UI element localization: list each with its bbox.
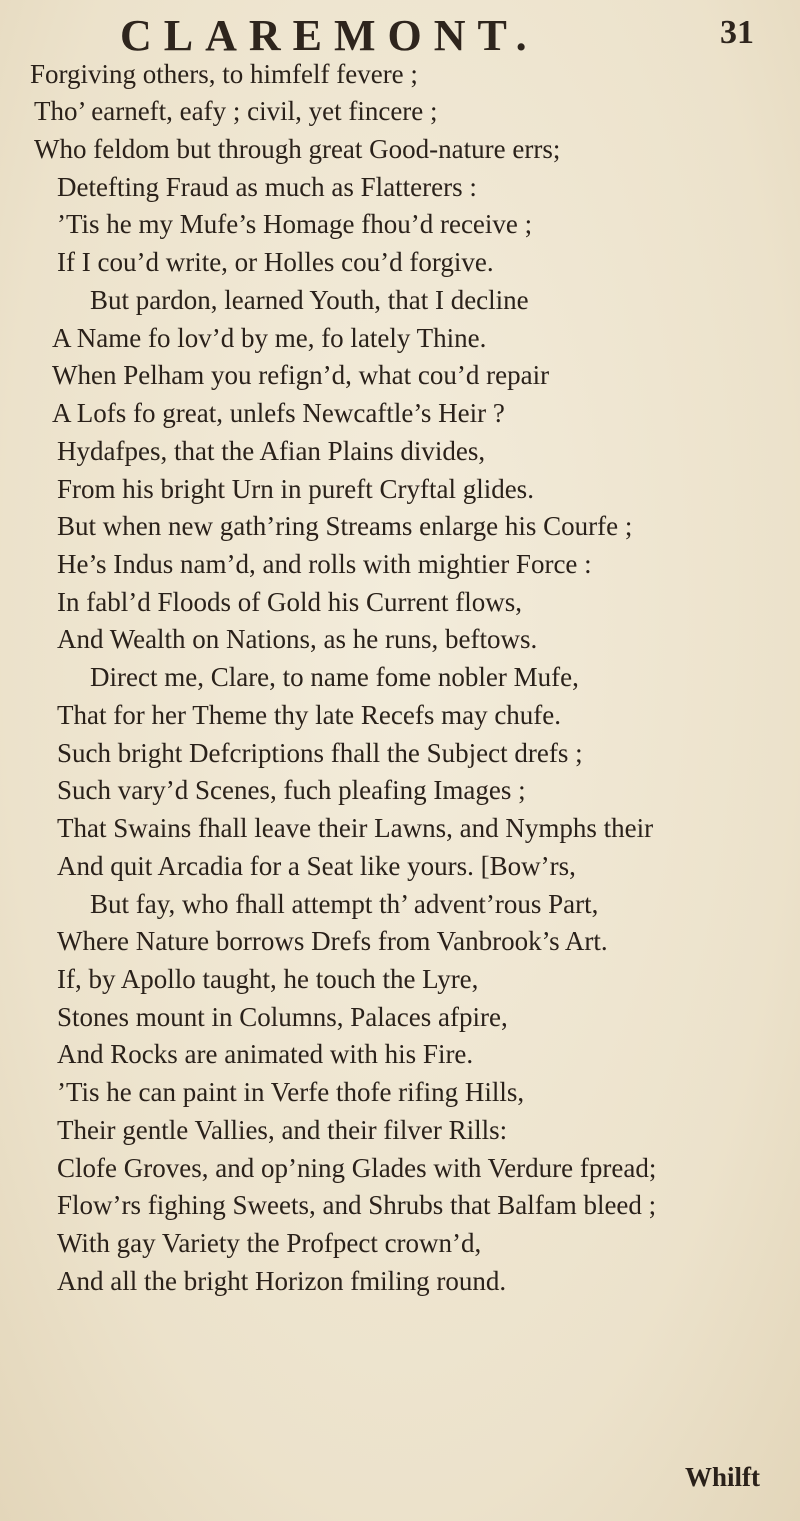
verse-line: From his bright Urn in pureft Cryftal glides. <box>57 474 534 504</box>
verse-line: A Name fo lov’d by me, fo lately Thine. <box>52 323 487 353</box>
verse-line: Who feldom but through great Good-nature errs; <box>34 134 561 164</box>
verse-line: Such vary’d Scenes, fuch pleafing Images ; <box>57 775 526 805</box>
verse-line: Forgiving others, to himfelf fevere ; <box>30 59 418 89</box>
verse-line: If, by Apollo taught, he touch the Lyre, <box>57 964 479 994</box>
verse-line: Detefting Fraud as much as Flatterers : <box>57 172 477 202</box>
verse-line: That Swains fhall leave their Lawns, and Nymphs their <box>57 813 654 843</box>
verse-line: But fay, who fhall attempt th’ advent’rous Part, <box>90 889 599 919</box>
verse-line: And all the bright Horizon fmiling round. <box>57 1266 507 1296</box>
verse-line: When Pelham you refign’d, what cou’d repair <box>52 360 550 390</box>
verse-line: If I cou’d write, or Holles cou’d forgive. <box>57 247 494 277</box>
verse-line: But when new gath’ring Streams enlarge his Courfe ; <box>57 511 633 541</box>
verse-line: Flow’rs fighing Sweets, and Shrubs that Balfam bleed ; <box>57 1190 657 1220</box>
verse-line: And quit Arcadia for a Seat like yours. [Bow’rs, <box>57 851 576 881</box>
verse-line: And Rocks are animated with his Fire. <box>57 1039 474 1069</box>
verse-line: That for her Theme thy late Recefs may chufe. <box>57 700 562 730</box>
catchword: Whilft <box>685 1462 761 1492</box>
page-header <box>0 10 800 60</box>
verse-line: Such bright Defcriptions fhall the Subject drefs ; <box>57 738 583 768</box>
verse-line: Direct me, Clare, to name fome nobler Mufe, <box>90 662 579 692</box>
verse-line: Tho’ earneft, eafy ; civil, yet fincere ; <box>34 96 438 126</box>
verse-line: ’Tis he can paint in Verfe thofe rifing Hills, <box>57 1077 525 1107</box>
verse-line: But pardon, learned Youth, that I decline <box>90 285 529 315</box>
verse-line: Where Nature borrows Drefs from Vanbrook’s Art. <box>57 926 608 956</box>
verse-line: Clofe Groves, and op’ning Glades with Verdure fpread; <box>57 1153 657 1183</box>
verse-line: Their gentle Vallies, and their filver Rills: <box>57 1115 508 1145</box>
verse-line: With gay Variety the Profpect crown’d, <box>57 1228 482 1258</box>
running-title: CLAREMONT. <box>120 11 539 60</box>
verse-line: He’s Indus nam’d, and rolls with mightier Force : <box>57 549 592 579</box>
page-number: 31 <box>720 14 754 51</box>
verse-line: A Lofs fo great, unlefs Newcaftle’s Heir ? <box>52 398 505 428</box>
verse-line: And Wealth on Nations, as he runs, beftows. <box>57 624 538 654</box>
verse-line: Stones mount in Columns, Palaces afpire, <box>57 1002 508 1032</box>
verse-line: ’Tis he my Mufe’s Homage fhou’d receive ; <box>57 209 533 239</box>
verse-line: Hydafpes, that the Afian Plains divides, <box>57 436 486 466</box>
verse-line: In fabl’d Floods of Gold his Current flows, <box>57 587 522 617</box>
